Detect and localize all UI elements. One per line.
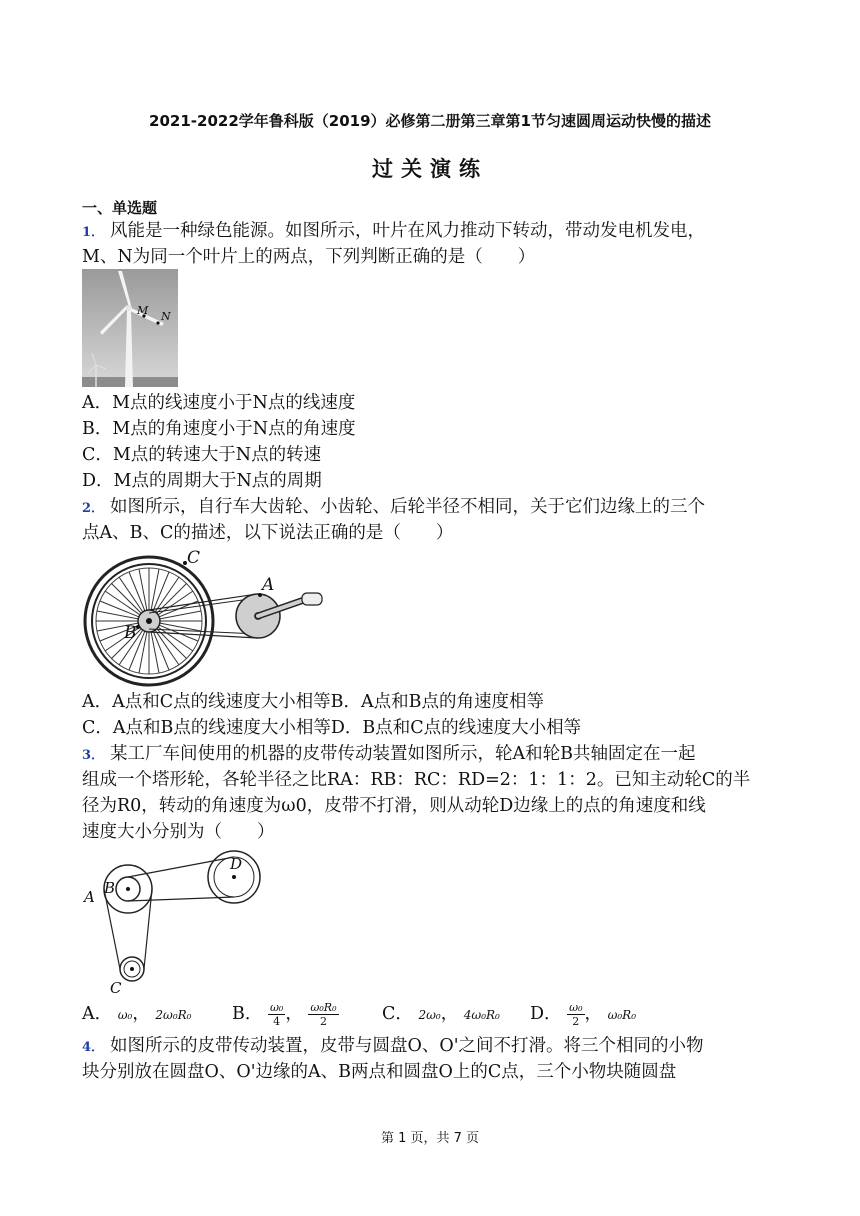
q2-options-row-2[interactable]: C．A点和B点的线速度大小相等D．B点和C点的线速度大小相等	[82, 718, 582, 738]
q3-option-b-frac-2: $\frac{\text{ω₀R₀}}{2}$	[310, 1001, 337, 1028]
q3-option-c[interactable]	[382, 1001, 500, 1028]
q1-line-1	[82, 218, 705, 246]
q3-label-d: D	[230, 855, 243, 873]
q4-number: 4．	[82, 1040, 105, 1055]
q2-options-row-1[interactable]: A．A点和C点的线速度大小相等B．A点和B点的角速度相等	[82, 692, 545, 712]
q3-option-a-value-2: 2ω₀R₀	[155, 1008, 192, 1022]
q3-option-b[interactable]	[232, 1001, 339, 1028]
q3-option-a-sep: ，	[132, 1004, 150, 1024]
q2-label-a: A	[262, 575, 275, 595]
q2-line-2: 点A、B、C的描述，以下说法正确的是（ ）	[82, 523, 454, 543]
q1-option-d[interactable]: D．M点的周期大于N点的周期	[82, 471, 322, 491]
q1-text-1: 风能是一种绿色能源。如图所示，叶片在风力推动下转动，带动发电机发电，	[110, 221, 706, 241]
q2-line-1	[82, 494, 705, 522]
q2-bicycle-gear-figure	[82, 546, 332, 692]
q3-option-d-frac-1: $\frac{\text{ω₀}}{2}$	[569, 1001, 583, 1028]
q4-line-2: 块分别放在圆盘O、O'边缘的A、B两点和圆盘O上的C点，三个小物块随圆盘	[82, 1062, 677, 1082]
q3-number: 3．	[82, 748, 105, 763]
q3-option-d-sep: ，	[584, 1004, 602, 1024]
q3-option-a-label: A．	[82, 1004, 113, 1024]
q3-option-b-frac-1: $\frac{\text{ω₀}}{4}$	[269, 1001, 284, 1028]
q1-label-n: N	[161, 310, 171, 323]
document-title: 2021-2022学年鲁科版（2019）必修第二册第三章第1节匀速圆周运动快慢的描述	[149, 112, 711, 130]
q1-wind-turbine-figure	[82, 269, 178, 391]
q1-line-2: M、N为同一个叶片上的两点，下列判断正确的是（ ）	[82, 247, 536, 267]
page-footer: 第 1 页，共 7 页	[380, 1131, 480, 1146]
section-heading: 一、单选题	[82, 199, 158, 217]
q2-text-1: 如图所示，自行车大齿轮、小齿轮、后轮半径不相同，关于它们边缘上的三个	[110, 497, 706, 517]
q3-option-d-label: D．	[530, 1004, 562, 1024]
document-subtitle: 过关演练	[372, 157, 488, 181]
q3-option-a[interactable]	[82, 1001, 191, 1028]
q2-label-c: C	[187, 548, 201, 568]
q3-label-c: C	[110, 979, 122, 995]
q3-belt-drive-figure	[82, 847, 267, 999]
q1-label-m: M	[137, 304, 149, 317]
q3-option-d-value-2: ω₀R₀	[607, 1008, 637, 1022]
q1-number: 1．	[82, 225, 105, 240]
q3-option-c-sep: ，	[440, 1004, 459, 1024]
q3-option-b-sep: ，	[285, 1004, 303, 1024]
q3-option-c-label: C．	[382, 1004, 413, 1024]
q3-option-c-value-1: 2ω₀	[418, 1008, 441, 1022]
q3-label-a: A	[84, 888, 95, 906]
q3-line-2: 组成一个塔形轮，各轮半径之比RA：RB：RC：RD=2：1：1：2。已知主动轮C的半	[82, 770, 751, 790]
q4-line-1	[82, 1033, 704, 1061]
q3-label-b: B	[104, 879, 116, 897]
q2-number: 2．	[82, 501, 105, 516]
q3-option-c-value-2: 4ω₀R₀	[463, 1008, 500, 1022]
q3-line-1	[82, 741, 696, 769]
q1-option-c[interactable]: C．M点的转速大于N点的转速	[82, 445, 322, 465]
q2-label-b: B	[124, 623, 137, 643]
q4-text-1: 如图所示的皮带传动装置，皮带与圆盘O、O'之间不打滑。将三个相同的小物	[110, 1036, 704, 1056]
q3-option-d[interactable]	[530, 1001, 636, 1028]
q1-option-b[interactable]: B．M点的角速度小于N点的角速度	[82, 419, 356, 439]
q1-option-a[interactable]: A．M点的线速度小于N点的线速度	[82, 393, 356, 413]
q3-option-b-label: B．	[232, 1004, 263, 1024]
q3-text-1: 某工厂车间使用的机器的皮带传动装置如图所示，轮A和轮B共轴固定在一起	[110, 744, 696, 764]
q3-line-4: 速度大小分别为（ ）	[82, 822, 275, 842]
q3-line-3: 径为R0，转动的角速度为ω0，皮带不打滑，则从动轮D边缘上的点的角速度和线	[82, 796, 706, 816]
q3-option-a-value-1: ω₀	[117, 1008, 133, 1022]
